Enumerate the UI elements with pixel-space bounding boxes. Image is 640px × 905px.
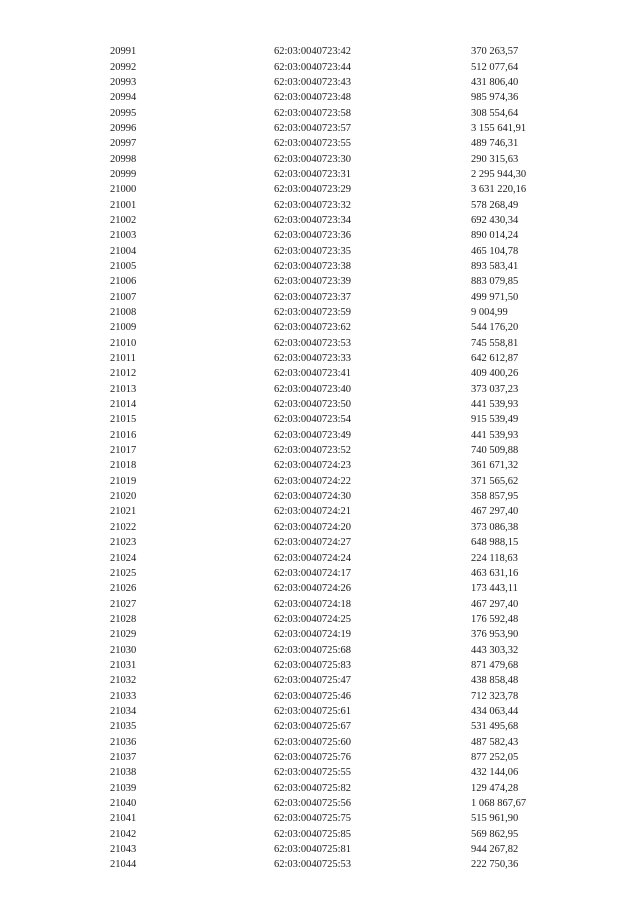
table-row: [110, 167, 571, 182]
cadastral-value-cell: 9 004,99: [471, 307, 508, 319]
cadastral-value-cell: 431 806,40: [471, 76, 519, 88]
row-number-cell: 21000: [110, 184, 137, 196]
row-number-cell: 21033: [110, 690, 137, 702]
cadastral-value-cell: 740 509,88: [471, 445, 519, 457]
cadastral-number-cell: 62:03:0040723:58: [274, 107, 352, 119]
cadastral-value-cell: 308 554,64: [471, 107, 519, 119]
cadastral-value-cell: 883 079,85: [471, 276, 519, 288]
cadastral-value-cell: 443 303,32: [471, 644, 519, 656]
row-number-cell: 21008: [110, 307, 137, 319]
cadastral-value-cell: 467 297,40: [471, 598, 519, 610]
cadastral-value-cell: 358 857,95: [471, 491, 519, 503]
row-number-cell: 21023: [110, 537, 137, 549]
cadastral-value-cell: 441 539,93: [471, 429, 519, 441]
row-number-cell: 21016: [110, 429, 137, 441]
cadastral-number-cell: 62:03:0040723:48: [274, 92, 352, 104]
cadastral-number-cell: 62:03:0040724:23: [274, 460, 352, 472]
cadastral-value-cell: 745 558,81: [471, 337, 519, 349]
row-number-cell: 21006: [110, 276, 137, 288]
cadastral-number-cell: 62:03:0040723:53: [274, 337, 352, 349]
cadastral-value-cell: 944 267,82: [471, 844, 519, 856]
cadastral-number-cell: 62:03:0040723:57: [274, 122, 352, 134]
table-row: [110, 811, 571, 826]
cadastral-number-cell: 62:03:0040723:36: [274, 230, 352, 242]
cadastral-value-cell: 129 474,28: [471, 782, 519, 794]
cadastral-number-cell: 62:03:0040725:46: [274, 690, 352, 702]
row-number-cell: 20992: [110, 61, 137, 73]
cadastral-value-cell: 370 263,57: [471, 46, 519, 58]
table-row: [110, 796, 571, 811]
cadastral-value-cell: 432 144,06: [471, 767, 519, 779]
cadastral-number-cell: 62:03:0040725:76: [274, 751, 352, 763]
table-row: [110, 151, 571, 166]
table-row: [110, 857, 571, 872]
cadastral-number-cell: 62:03:0040723:30: [274, 153, 352, 165]
cadastral-value-cell: 489 746,31: [471, 138, 519, 150]
row-number-cell: 21040: [110, 798, 137, 810]
table-row: [110, 535, 571, 550]
table-row: [110, 612, 571, 627]
cadastral-number-cell: 62:03:0040724:17: [274, 567, 352, 579]
table-row: [110, 581, 571, 596]
row-number-cell: 21027: [110, 598, 137, 610]
cadastral-number-cell: 62:03:0040725:61: [274, 705, 352, 717]
table-row: [110, 658, 571, 673]
cadastral-value-cell: 877 252,05: [471, 751, 519, 763]
table-row: [110, 197, 571, 212]
table-row: [110, 412, 571, 427]
row-number-cell: 21013: [110, 383, 137, 395]
cadastral-number-cell: 62:03:0040723:29: [274, 184, 352, 196]
row-number-cell: 21024: [110, 552, 137, 564]
cadastral-value-cell: 376 953,90: [471, 629, 519, 641]
cadastral-number-cell: 62:03:0040723:59: [274, 307, 352, 319]
cadastral-value-cell: 578 268,49: [471, 199, 519, 211]
table-row: [110, 59, 571, 74]
cadastral-number-cell: 62:03:0040725:83: [274, 659, 352, 671]
cadastral-value-cell: 224 118,63: [471, 552, 518, 564]
row-number-cell: 20991: [110, 46, 137, 58]
cadastral-number-cell: 62:03:0040725:53: [274, 859, 352, 871]
row-number-cell: 21031: [110, 659, 137, 671]
cadastral-value-cell: 173 443,11: [471, 583, 518, 595]
cadastral-number-cell: 62:03:0040725:47: [274, 675, 352, 687]
cadastral-number-cell: 62:03:0040725:82: [274, 782, 352, 794]
row-number-cell: 20996: [110, 122, 137, 134]
row-number-cell: 21014: [110, 399, 137, 411]
cadastral-value-cell: 465 104,78: [471, 245, 519, 257]
cadastral-value-cell: 712 323,78: [471, 690, 519, 702]
cadastral-value-cell: 373 086,38: [471, 521, 519, 533]
cadastral-number-cell: 62:03:0040725:68: [274, 644, 352, 656]
cadastral-number-cell: 62:03:0040723:42: [274, 46, 352, 58]
table-row: [110, 90, 571, 105]
table-row: [110, 596, 571, 611]
cadastral-number-cell: 62:03:0040723:37: [274, 291, 352, 303]
table-row: [110, 642, 571, 657]
row-number-cell: 20994: [110, 92, 137, 104]
row-number-cell: 21019: [110, 475, 137, 487]
table-row: [110, 382, 571, 397]
table-row: [110, 765, 571, 780]
table-row: [110, 351, 571, 366]
cadastral-number-cell: 62:03:0040724:30: [274, 491, 352, 503]
cadastral-value-cell: 515 961,90: [471, 813, 519, 825]
cadastral-value-cell: 3 631 220,16: [471, 184, 527, 196]
table-row: [110, 320, 571, 335]
cadastral-value-cell: 544 176,20: [471, 322, 519, 334]
cadastral-value-cell: 467 297,40: [471, 506, 519, 518]
row-number-cell: 21010: [110, 337, 137, 349]
cadastral-number-cell: 62:03:0040723:54: [274, 414, 352, 426]
cadastral-value-cell: 642 612,87: [471, 353, 519, 365]
cadastral-number-cell: 62:03:0040725:60: [274, 736, 352, 748]
cadastral-value-cell: 371 565,62: [471, 475, 519, 487]
row-number-cell: 21009: [110, 322, 137, 334]
cadastral-value-cell: 1 068 867,67: [471, 798, 527, 810]
row-number-cell: 21029: [110, 629, 137, 641]
cadastral-value-cell: 915 539,49: [471, 414, 519, 426]
cadastral-number-cell: 62:03:0040724:26: [274, 583, 352, 595]
table-row: [110, 673, 571, 688]
cadastral-value-cell: 487 582,43: [471, 736, 519, 748]
row-number-cell: 21012: [110, 368, 137, 380]
row-number-cell: 21039: [110, 782, 137, 794]
cadastral-number-cell: 62:03:0040723:31: [274, 168, 352, 180]
cadastral-number-cell: 62:03:0040725:81: [274, 844, 352, 856]
table-row: [110, 243, 571, 258]
row-number-cell: 21007: [110, 291, 137, 303]
cadastral-value-table: [110, 44, 571, 873]
cadastral-value-cell: 441 539,93: [471, 399, 519, 411]
row-number-cell: 21002: [110, 214, 137, 226]
cadastral-value-cell: 409 400,26: [471, 368, 519, 380]
table-row: [110, 520, 571, 535]
row-number-cell: 21037: [110, 751, 137, 763]
table-row: [110, 121, 571, 136]
table-row: [110, 474, 571, 489]
cadastral-number-cell: 62:03:0040724:24: [274, 552, 352, 564]
table-body: [110, 44, 571, 873]
cadastral-number-cell: 62:03:0040724:18: [274, 598, 352, 610]
cadastral-value-cell: 985 974,36: [471, 92, 519, 104]
table-row: [110, 827, 571, 842]
row-number-cell: 21030: [110, 644, 137, 656]
cadastral-number-cell: 62:03:0040723:50: [274, 399, 352, 411]
row-number-cell: 21017: [110, 445, 137, 457]
cadastral-value-cell: 373 037,23: [471, 383, 519, 395]
row-number-cell: 21005: [110, 260, 137, 272]
cadastral-number-cell: 62:03:0040725:85: [274, 828, 352, 840]
cadastral-number-cell: 62:03:0040725:56: [274, 798, 352, 810]
cadastral-value-cell: 3 155 641,91: [471, 122, 527, 134]
cadastral-number-cell: 62:03:0040723:32: [274, 199, 352, 211]
table-row: [110, 428, 571, 443]
cadastral-value-cell: 434 063,44: [471, 705, 519, 717]
table-row: [110, 704, 571, 719]
row-number-cell: 21028: [110, 613, 137, 625]
cadastral-number-cell: 62:03:0040724:25: [274, 613, 352, 625]
table-row: [110, 627, 571, 642]
table-row: [110, 489, 571, 504]
table-row: [110, 397, 571, 412]
cadastral-number-cell: 62:03:0040725:67: [274, 721, 352, 733]
row-number-cell: 21036: [110, 736, 137, 748]
cadastral-value-cell: 499 971,50: [471, 291, 519, 303]
cadastral-value-cell: 222 750,36: [471, 859, 519, 871]
row-number-cell: 21034: [110, 705, 137, 717]
cadastral-number-cell: 62:03:0040724:20: [274, 521, 352, 533]
cadastral-value-cell: 569 862,95: [471, 828, 519, 840]
cadastral-number-cell: 62:03:0040723:41: [274, 368, 352, 380]
table-row: [110, 274, 571, 289]
table-row: [110, 259, 571, 274]
row-number-cell: 21041: [110, 813, 137, 825]
table-row: [110, 443, 571, 458]
row-number-cell: 21020: [110, 491, 137, 503]
table-row: [110, 366, 571, 381]
table-row: [110, 290, 571, 305]
row-number-cell: 21022: [110, 521, 137, 533]
row-number-cell: 20999: [110, 168, 137, 180]
cadastral-number-cell: 62:03:0040723:33: [274, 353, 352, 365]
cadastral-number-cell: 62:03:0040723:38: [274, 260, 352, 272]
table-row: [110, 44, 571, 59]
table-row: [110, 504, 571, 519]
table-row: [110, 182, 571, 197]
table-row: [110, 213, 571, 228]
cadastral-value-cell: 893 583,41: [471, 260, 519, 272]
table-row: [110, 719, 571, 734]
cadastral-number-cell: 62:03:0040723:44: [274, 61, 352, 73]
cadastral-value-cell: 438 858,48: [471, 675, 519, 687]
row-number-cell: 21044: [110, 859, 137, 871]
cadastral-number-cell: 62:03:0040724:27: [274, 537, 352, 549]
cadastral-number-cell: 62:03:0040725:55: [274, 767, 352, 779]
table-row: [110, 336, 571, 351]
cadastral-number-cell: 62:03:0040723:39: [274, 276, 352, 288]
table-row: [110, 781, 571, 796]
row-number-cell: 21001: [110, 199, 137, 211]
cadastral-number-cell: 62:03:0040724:21: [274, 506, 352, 518]
table-row: [110, 688, 571, 703]
row-number-cell: 20995: [110, 107, 137, 119]
cadastral-value-cell: 2 295 944,30: [471, 168, 527, 180]
row-number-cell: 21032: [110, 675, 137, 687]
row-number-cell: 21025: [110, 567, 137, 579]
row-number-cell: 21015: [110, 414, 137, 426]
cadastral-number-cell: 62:03:0040724:22: [274, 475, 352, 487]
cadastral-value-cell: 176 592,48: [471, 613, 519, 625]
row-number-cell: 21042: [110, 828, 137, 840]
table-row: [110, 458, 571, 473]
cadastral-number-cell: 62:03:0040723:35: [274, 245, 352, 257]
cadastral-number-cell: 62:03:0040724:19: [274, 629, 352, 641]
cadastral-number-cell: 62:03:0040723:40: [274, 383, 352, 395]
cadastral-value-cell: 290 315,63: [471, 153, 519, 165]
row-number-cell: 21026: [110, 583, 137, 595]
cadastral-number-cell: 62:03:0040723:49: [274, 429, 352, 441]
row-number-cell: 21038: [110, 767, 137, 779]
cadastral-number-cell: 62:03:0040723:55: [274, 138, 352, 150]
row-number-cell: 21011: [110, 353, 136, 365]
cadastral-value-cell: 648 988,15: [471, 537, 519, 549]
table-row: [110, 105, 571, 120]
cadastral-number-cell: 62:03:0040723:62: [274, 322, 352, 334]
table-row: [110, 136, 571, 151]
cadastral-number-cell: 62:03:0040723:52: [274, 445, 352, 457]
table-row: [110, 734, 571, 749]
row-number-cell: 20998: [110, 153, 137, 165]
row-number-cell: 21004: [110, 245, 137, 257]
table-row: [110, 228, 571, 243]
table-row: [110, 842, 571, 857]
cadastral-value-cell: 692 430,34: [471, 214, 519, 226]
cadastral-number-cell: 62:03:0040723:34: [274, 214, 352, 226]
row-number-cell: 20993: [110, 76, 137, 88]
table-row: [110, 550, 571, 565]
row-number-cell: 21043: [110, 844, 137, 856]
table-row: [110, 750, 571, 765]
table-row: [110, 75, 571, 90]
cadastral-value-cell: 890 014,24: [471, 230, 519, 242]
row-number-cell: 21018: [110, 460, 137, 472]
cadastral-value-cell: 871 479,68: [471, 659, 519, 671]
row-number-cell: 21003: [110, 230, 137, 242]
row-number-cell: 20997: [110, 138, 137, 150]
cadastral-value-cell: 463 631,16: [471, 567, 519, 579]
table-row: [110, 566, 571, 581]
cadastral-value-cell: 361 671,32: [471, 460, 519, 472]
cadastral-number-cell: 62:03:0040723:43: [274, 76, 352, 88]
cadastral-number-cell: 62:03:0040725:75: [274, 813, 352, 825]
row-number-cell: 21021: [110, 506, 137, 518]
cadastral-value-cell: 512 077,64: [471, 61, 519, 73]
table-row: [110, 305, 571, 320]
row-number-cell: 21035: [110, 721, 137, 733]
cadastral-value-cell: 531 495,68: [471, 721, 519, 733]
